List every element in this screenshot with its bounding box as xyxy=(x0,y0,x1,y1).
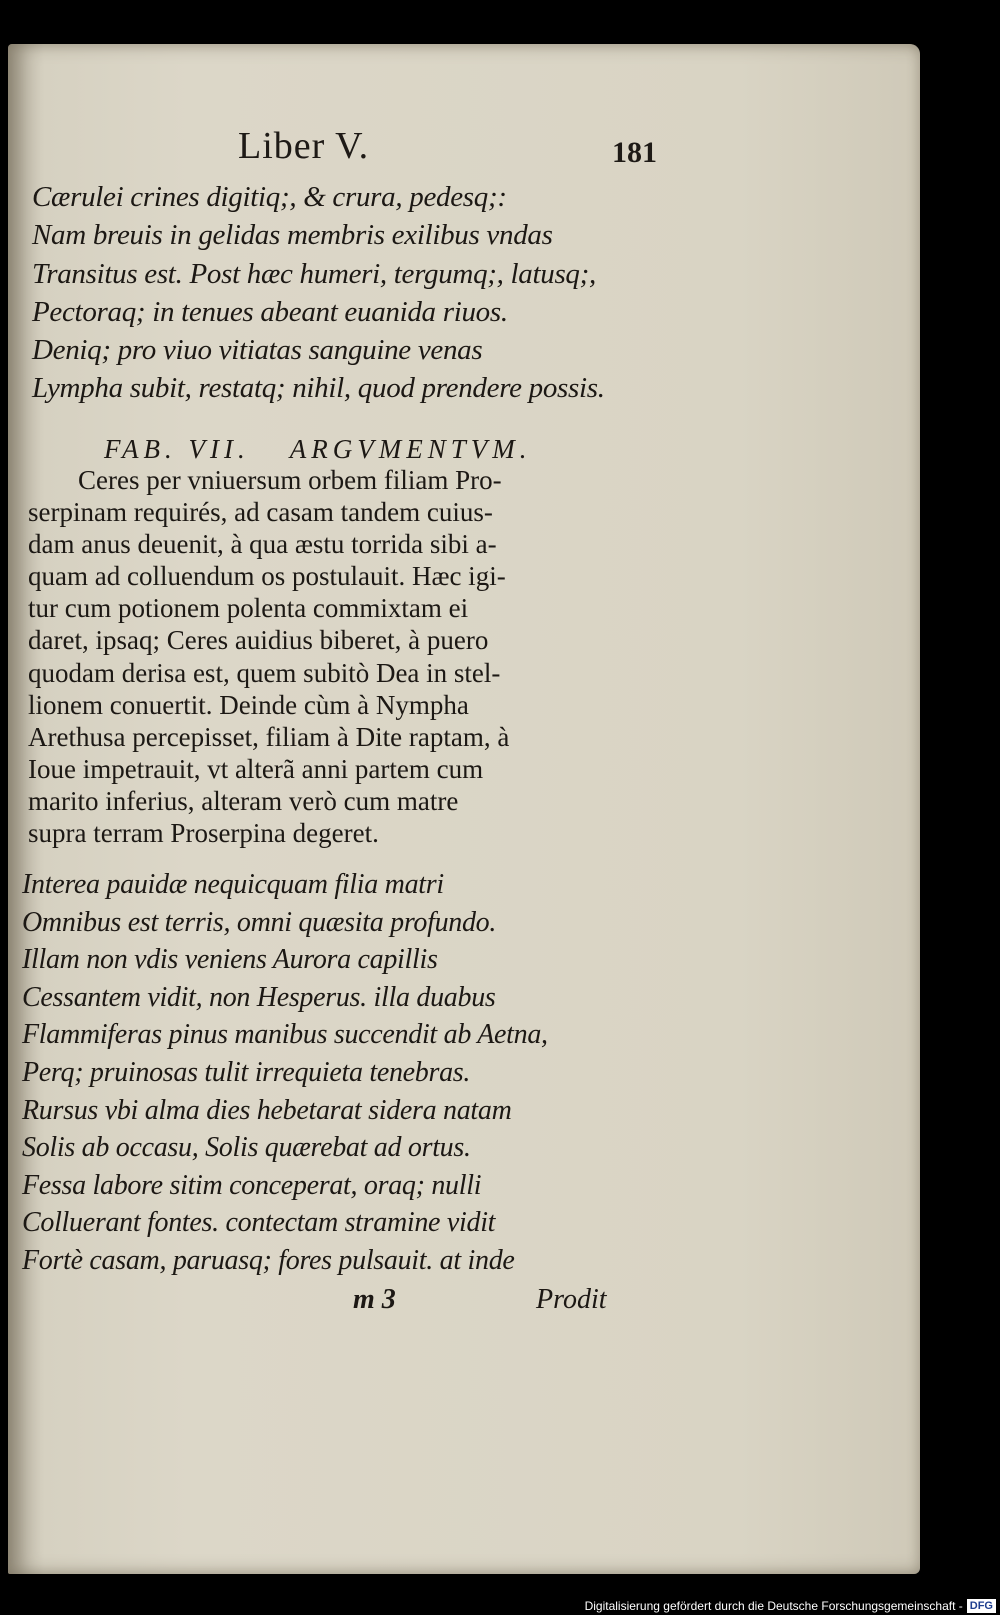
credit-text: Digitalisierung gefördert durch die Deutsche Forschungsgemeinschaft - xyxy=(584,1599,963,1613)
verse-line: Perq; pruinosas tulit irrequieta tenebras. xyxy=(22,1056,471,1088)
verse-line: Transitus est. Post hæc humeri, tergumq;, latusq;, xyxy=(32,257,596,290)
verse-line: Cærulei crines digitiq;, & crura, pedesq;: xyxy=(32,181,507,213)
prose-line: quodam derisa est, quem subitò Dea in stel- xyxy=(28,657,501,688)
prose-line: supra terram Proserpina degeret. xyxy=(28,818,379,849)
prose-line: Ioue impetrauit, vt alterã anni partem cum xyxy=(28,753,484,784)
verse-block-top xyxy=(32,178,892,408)
fable-number: FAB. VII. xyxy=(104,434,250,464)
prose-line: daret, ipsaq; Ceres auidius biberet, à puero xyxy=(28,625,489,656)
verse-line: Fortè casam, paruasq; fores pulsauit. at inde xyxy=(22,1244,515,1276)
catchline xyxy=(8,1284,920,1324)
verse-line: Interea pauidæ nequicquam filia matri xyxy=(22,869,444,900)
verse-line: Rursus vbi alma dies hebetarat sidera natam xyxy=(22,1094,512,1126)
digitization-credit xyxy=(585,1599,996,1613)
prose-line: quam ad colluendum os postulauit. Hæc igi- xyxy=(28,561,506,592)
argument-prose xyxy=(28,464,638,849)
signature-mark: m 3 xyxy=(353,1284,396,1315)
book-page xyxy=(8,44,920,1574)
folio-number: 181 xyxy=(612,136,657,169)
verse-line: Cessantem vidit, non Hesperus. illa duabus xyxy=(22,981,496,1013)
prose-line: serpinam requirés, ad casam tandem cuius- xyxy=(28,497,493,528)
prose-line: dam anus deuenit, à qua æstu torrida sibi a- xyxy=(28,529,497,560)
verse-line: Nam breuis in gelidas membris exilibus vndas xyxy=(32,219,553,252)
verse-line: Flammiferas pinus manibus succendit ab Aetna, xyxy=(22,1019,548,1051)
verse-line: Fessa labore sitim conceperat, oraq; nulli xyxy=(22,1169,482,1201)
section-heading xyxy=(104,434,531,465)
prose-line: tur cum potionem polenta commixtam ei xyxy=(28,593,469,624)
argument-label: ARGVMENTVM. xyxy=(289,434,532,464)
catchword: Prodit xyxy=(536,1284,607,1315)
verse-line: Lympha subit, restatq; nihil, quod prendere possis. xyxy=(32,372,605,405)
prose-line: Arethusa percepisset, filiam à Dite raptam, à xyxy=(28,721,510,752)
verse-line: Deniq; pro viuo vitiatas sanguine venas xyxy=(32,334,483,367)
prose-line: lionem conuertit. Deinde cùm à Nympha xyxy=(28,689,469,720)
verse-line: Solis ab occasu, Solis quærebat ad ortus. xyxy=(22,1132,471,1164)
verse-line: Pectoraq; in tenues abeant euanida riuos. xyxy=(32,295,508,328)
prose-line: Ceres per vniuersum orbem filiam Pro- xyxy=(78,465,502,495)
page-header xyxy=(8,124,920,184)
prose-line: marito inferius, alteram verò cum matre xyxy=(28,785,459,816)
dfg-logo: DFG xyxy=(967,1599,996,1613)
verse-line: Colluerant fontes. contectam stramine vidit xyxy=(22,1207,496,1239)
verse-block-bottom xyxy=(22,866,882,1280)
verse-line: Omnibus est terris, omni quæsita profundo. xyxy=(22,906,497,938)
verse-line: Illam non vdis veniens Aurora capillis xyxy=(22,944,438,976)
running-title: Liber V. xyxy=(238,125,370,167)
